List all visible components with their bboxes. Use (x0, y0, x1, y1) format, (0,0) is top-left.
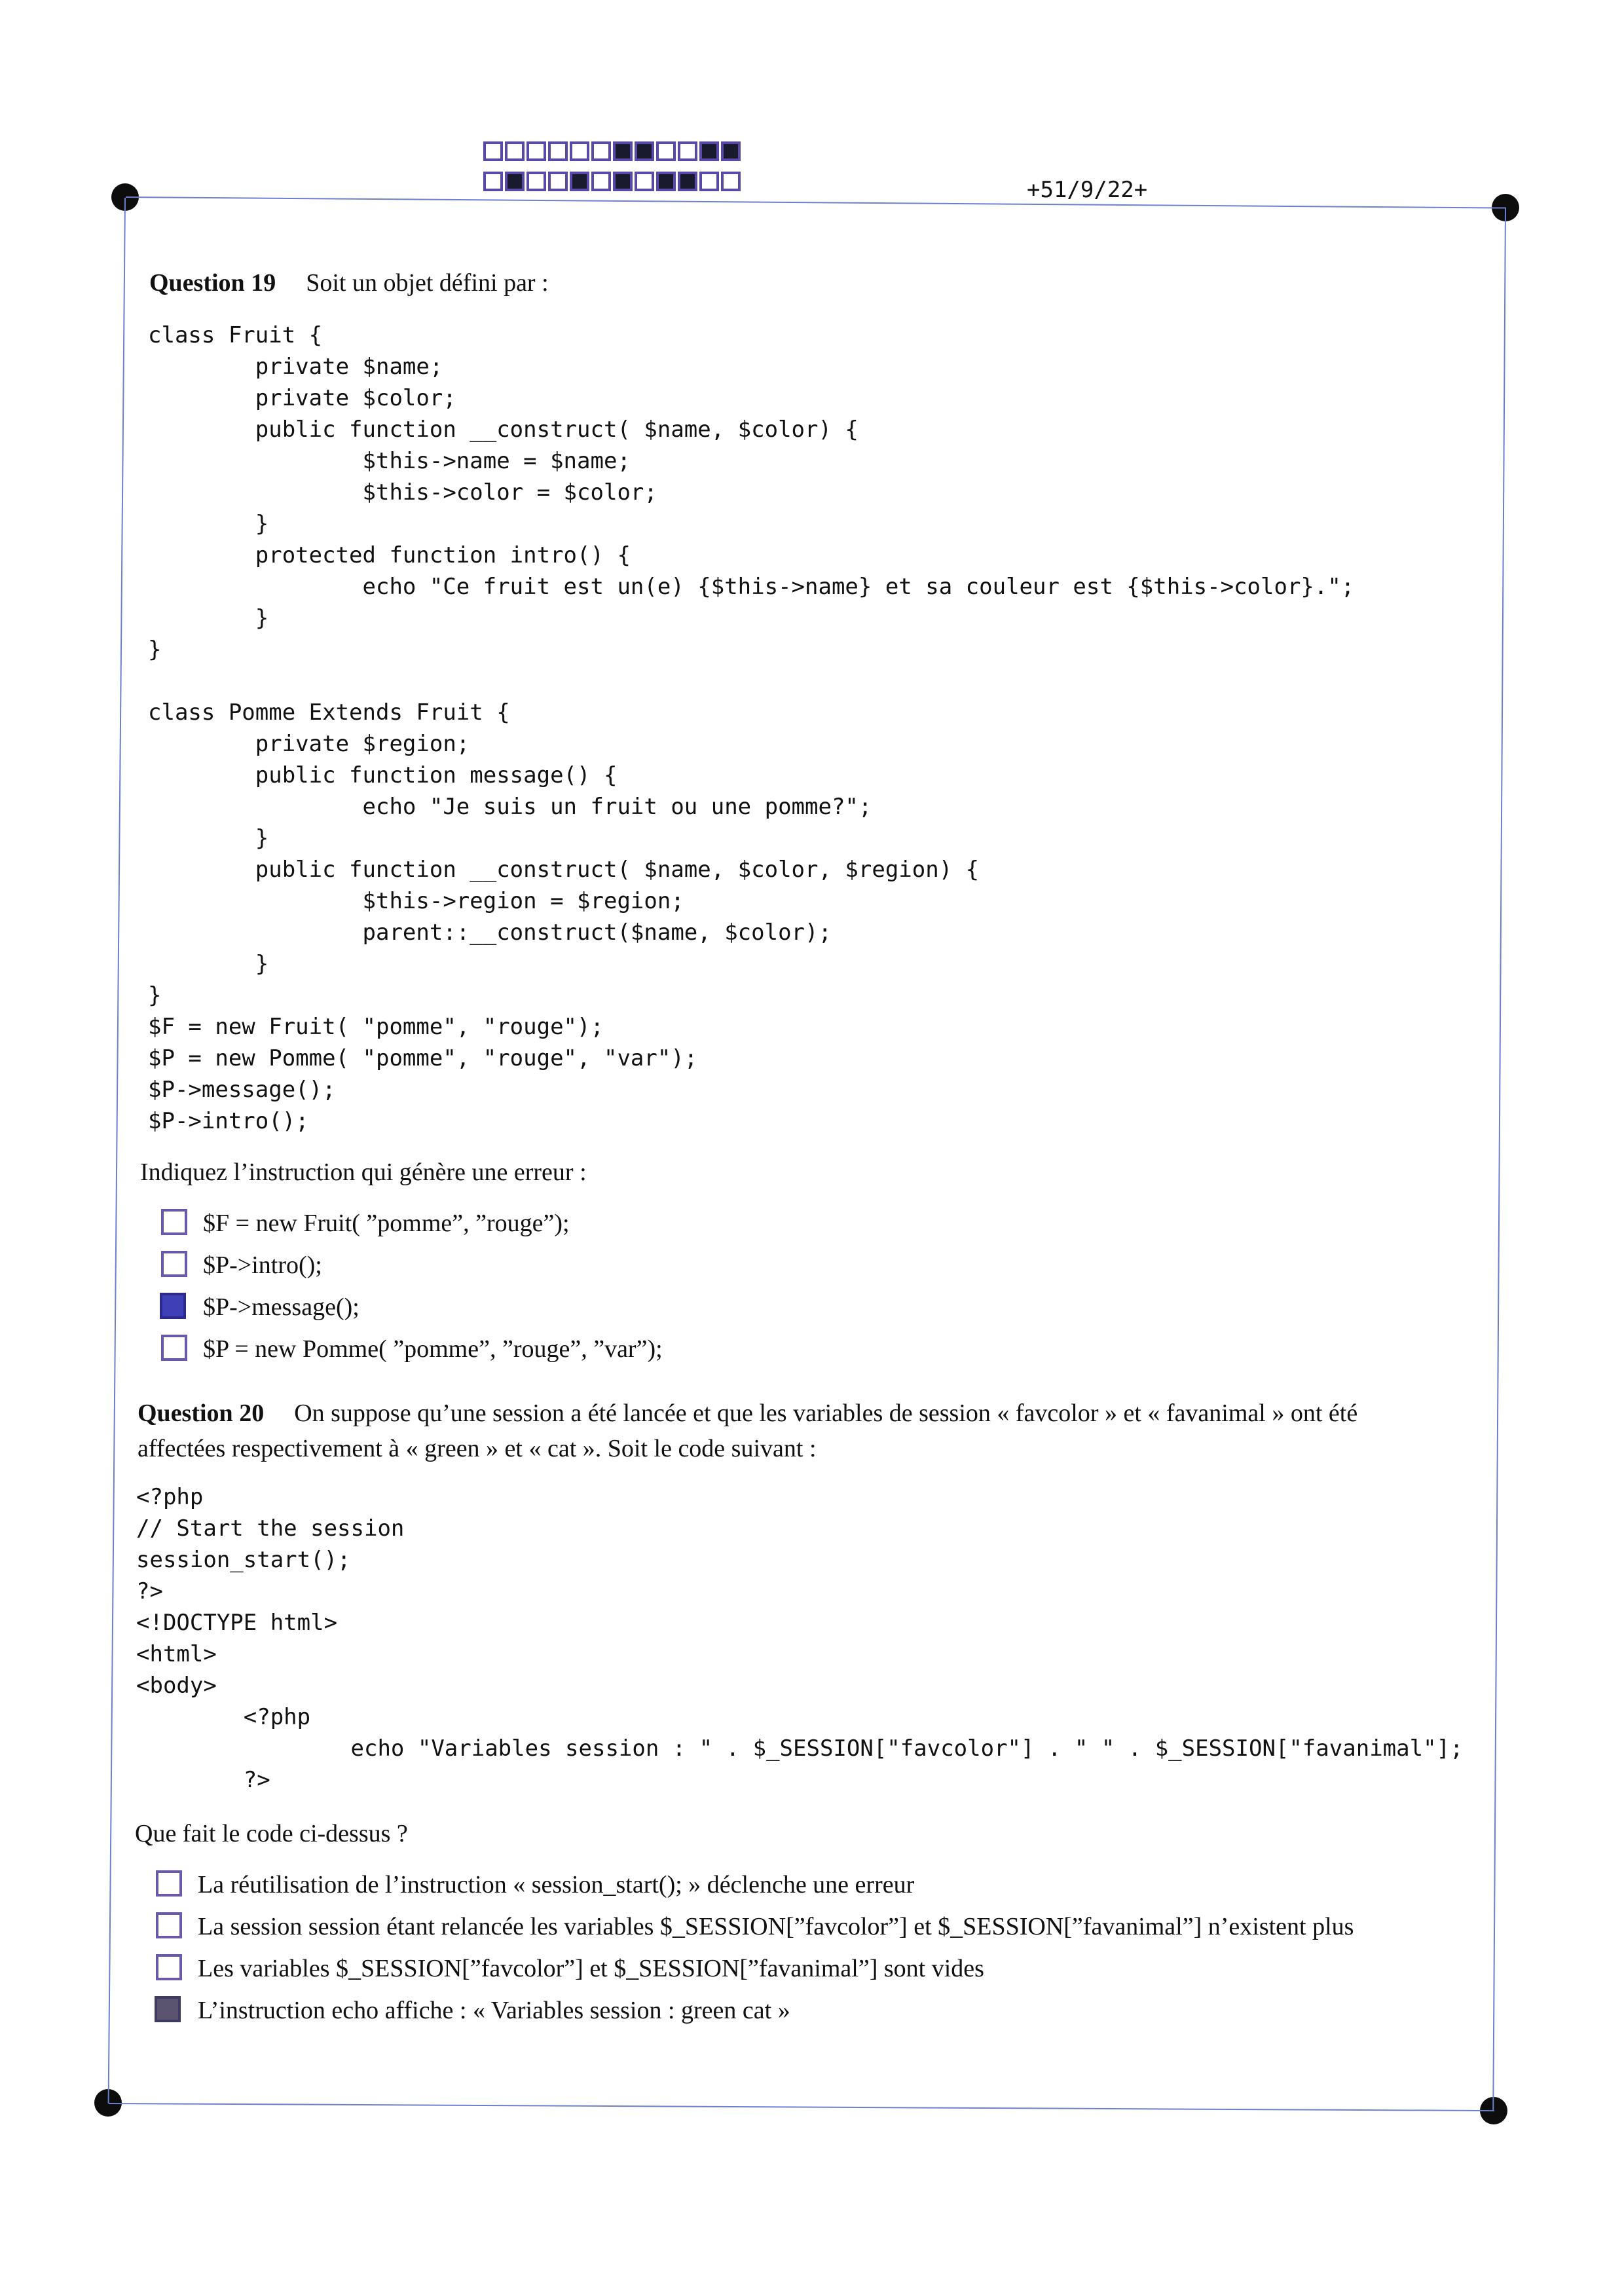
q19-option-1-checkbox[interactable] (161, 1209, 187, 1235)
q19-prompt: Soit un objet défini par : (306, 269, 549, 297)
barcode-cell (483, 172, 503, 191)
barcode-cell (505, 141, 525, 161)
barcode-cell (570, 141, 589, 161)
barcode-cell (656, 141, 676, 161)
q20-question: Que fait le code ci-dessus ? (135, 1820, 408, 1847)
frame-left (108, 198, 126, 2103)
frame-bottom (109, 2103, 1494, 2111)
q19-option-2-label: $P->intro(); (203, 1251, 322, 1279)
q20-option-1-checkbox[interactable] (156, 1870, 182, 1897)
barcode-cell (526, 172, 546, 191)
barcode-cell (591, 172, 611, 191)
q20-heading (138, 1399, 1357, 1428)
barcode-cell (721, 141, 741, 161)
barcode-cell (570, 172, 589, 191)
barcode-cell (548, 172, 568, 191)
q19-label: Question 19 (149, 269, 276, 297)
barcode-cell (483, 141, 503, 161)
q20-option-4-checkbox[interactable] (155, 1996, 181, 2022)
barcode-cell (548, 141, 568, 161)
q19-heading (149, 268, 549, 297)
q19-option-4-checkbox[interactable] (161, 1335, 187, 1361)
q19-option-3-checkbox[interactable] (160, 1293, 186, 1319)
barcode-cell (591, 141, 611, 161)
frame-right (1492, 208, 1506, 2110)
barcode-row-1 (483, 141, 741, 161)
barcode-cell (699, 172, 719, 191)
q20-option-1-label: La réutilisation de l’instruction « session_start(); » déclenche une erreur (198, 1871, 915, 1898)
barcode-cell (635, 172, 654, 191)
barcode-cell (678, 172, 697, 191)
barcode-cell (613, 172, 633, 191)
q19-option-1-label: $F = new Fruit( ”pomme”, ”rouge”); (203, 1210, 570, 1237)
q20-option-4-label: L’instruction echo affiche : « Variables session : green cat » (198, 1997, 790, 2024)
q19-code-block: class Fruit { private $name; private $color; public function __construct( $name, $color) { $this->name = $name; $this->color = $color; } protected function intro() { echo "Ce fruit est un(e) {$this->name} et sa couleur est {$this->color}."; } } class Pomme Extends Fruit { private $region; public function message() { echo "Je suis un fruit ou une pomme?"; } public function __construct( $name, $color, $region) { $this->region = $region; parent::__construct($name, $color); } } $F = new Fruit( "pomme", "rouge"); $P = new Pomme( "pomme", "rouge", "var"); $P->message(); $P->intro(); (148, 322, 1355, 1134)
q20-label: Question 20 (138, 1399, 265, 1427)
q20-code-block: <?php // Start the session session_start(); ?> <!DOCTYPE html> <html> <body> <?php echo "Variables session : " . $_SESSION["favcolor"] . " " . $_SESSION["favanimal"]; ?> (136, 1484, 1464, 1793)
q19-question: Indiquez l’instruction qui génère une erreur : (140, 1158, 587, 1186)
barcode-cell (721, 172, 741, 191)
barcode-row-2 (483, 172, 741, 191)
q20-option-2-checkbox[interactable] (156, 1912, 182, 1938)
page-id: +51/9/22+ (1027, 177, 1148, 203)
q20-prompt-line2: affectées respectivement à « green » et « cat ». Soit le code suivant : (138, 1435, 817, 1462)
barcode-cell (505, 172, 525, 191)
barcode-cell (656, 172, 676, 191)
q20-option-3-checkbox[interactable] (156, 1954, 182, 1980)
q20-option-3-label: Les variables $_SESSION[”favcolor”] et $_SESSION[”favanimal”] sont vides (198, 1955, 984, 1982)
q19-option-4-label: $P = new Pomme( ”pomme”, ”rouge”, ”var”); (203, 1335, 663, 1363)
barcode-cell (635, 141, 654, 161)
q20-option-2-label: La session session étant relancée les variables $_SESSION[”favcolor”] et $_SESSION[”favanimal”] n’existent plus (198, 1913, 1354, 1940)
frame-top (126, 196, 1506, 209)
barcode-cell (678, 141, 697, 161)
q19-option-3-label: $P->message(); (203, 1293, 360, 1321)
q20-prompt-line1: On suppose qu’une session a été lancée et que les variables de session « favcolor » et « favanimal » ont été (294, 1399, 1358, 1427)
q19-option-2-checkbox[interactable] (161, 1251, 187, 1277)
barcode-cell (613, 141, 633, 161)
barcode-cell (526, 141, 546, 161)
barcode-cell (699, 141, 719, 161)
